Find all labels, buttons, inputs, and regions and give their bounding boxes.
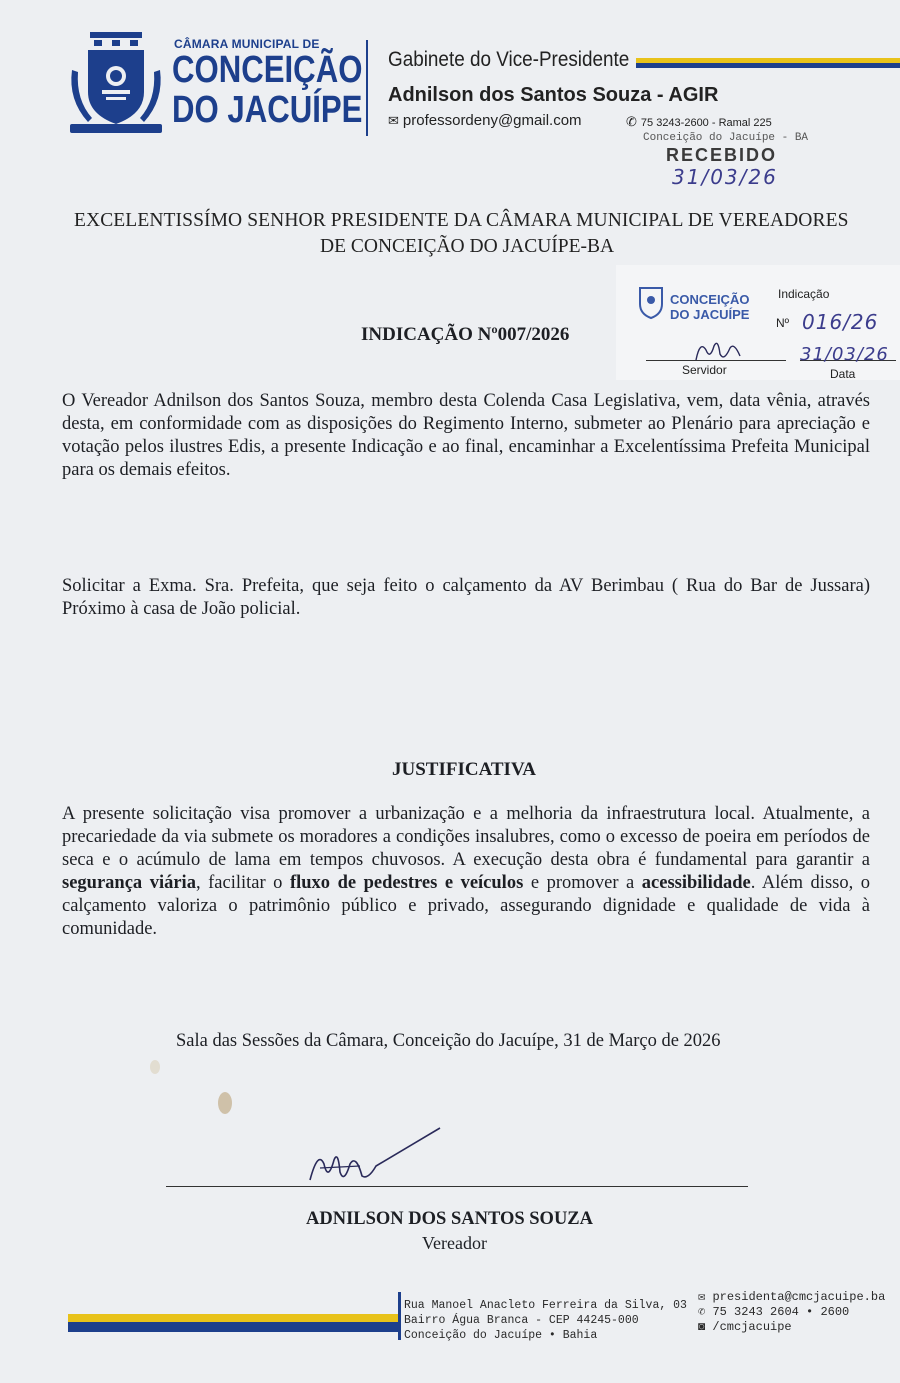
- footer-address-line1: Rua Manoel Anacleto Ferreira da Silva, 03: [404, 1299, 687, 1312]
- document-title: INDICAÇÃO Nº007/2026: [361, 324, 570, 345]
- closing-line: Sala das Sessões da Câmara, Conceição do Jacuípe, 31 de Março de 2026: [176, 1031, 721, 1051]
- org-name-line2: DO JACUÍPE: [172, 89, 363, 131]
- footer-email: presidenta@cmcjacuipe.ba: [712, 1290, 886, 1304]
- header-phone-text: 75 3243-2600 - Ramal 225: [640, 117, 772, 129]
- received-stamp-date: 31/03/26: [672, 165, 778, 189]
- footer-divider: [398, 1292, 401, 1340]
- justification-text-2: , facilitar o: [195, 873, 290, 893]
- footer-address-line3: Conceição do Jacuípe • Bahia: [404, 1329, 598, 1342]
- justification-bold-2: fluxo de pedestres e veículos: [289, 873, 524, 893]
- signer-role: Vereador: [422, 1233, 487, 1253]
- addressee-line1: EXCELENTISSÍMO SENHOR PRESIDENTE DA CÂMARA MUNICIPAL DE VEREADORES: [74, 210, 849, 231]
- received-stamp-town: Conceição do Jacuípe - BA: [643, 132, 809, 144]
- intro-paragraph: O Vereador Adnilson dos Santos Souza, membro desta Colenda Casa Legislativa, vem, data vênia, através desta, em conformidade com as disposições do Regimento Interno, submeter ao Plenário para apreciação e votação pelos ilustres Edis, a presente Indicação e ao final, encaminhar a Excelentíssima Prefeita Municipal para os demais efeitos.: [62, 391, 870, 480]
- protocol-stamp-servidor-label: Servidor: [682, 363, 727, 377]
- protocol-stamp-type: Indicação: [778, 287, 830, 301]
- vice-president-name: Adnilson dos Santos Souza - AGIR: [388, 84, 719, 106]
- footer-stripe: [68, 1314, 398, 1336]
- footer-social-icon: ◙: [698, 1320, 713, 1334]
- header-divider: [366, 40, 368, 136]
- justification-paragraph: [62, 803, 870, 941]
- justification-bold-3: acessibilidade: [641, 873, 751, 893]
- justification-text-1: A presente solicitação visa promover a urbanização e a melhoria da infraestrutura local. Atualmente, a precariedade da via submete os moradores a condições insalubres, como o excesso de poeira em períodos de seca e o acúmulo de lama em tempos chuvosos. A execução desta obra é fundamental para garantir a: [62, 804, 870, 870]
- protocol-stamp-data-label: Data: [830, 367, 856, 381]
- received-stamp-label: RECEBIDO: [666, 145, 778, 165]
- email-icon: ✉: [388, 113, 399, 128]
- request-paragraph: Solicitar a Exma. Sra. Prefeita, que seja feito o calçamento da AV Berimbau ( Rua do Bar de Jussara) Próximo à casa de João policial.: [62, 576, 870, 619]
- crest-icon: [66, 30, 166, 138]
- protocol-stamp-org-line2: DO JACUÍPE: [670, 307, 750, 322]
- protocol-stamp-date: 31/03/26: [800, 344, 889, 365]
- org-name-small: CÂMARA MUNICIPAL DE: [174, 37, 320, 51]
- paper-stain: [218, 1092, 232, 1114]
- header-phone: [626, 114, 772, 130]
- protocol-stamp-org: [670, 292, 749, 322]
- header-email-text: professordeny@gmail.com: [402, 112, 582, 129]
- protocol-stamp-number-prefix: Nº: [776, 316, 790, 330]
- protocol-stamp-org-line1: CONCEIÇÃO: [670, 292, 750, 307]
- footer-address-line2: Bairro Água Branca - CEP 44245-000: [404, 1314, 639, 1327]
- footer-social: /cmcjacuipe: [712, 1320, 792, 1334]
- justification-text-4: . Além disso, o calçamento valoriza o patrimônio público e privado, assegurando dignidade e qualidade de vida à comunidade.: [62, 873, 871, 939]
- header-email: [388, 112, 582, 129]
- servidor-initials-signature: [690, 336, 750, 366]
- justification-bold-1: segurança viária: [62, 873, 196, 893]
- footer-contact: [698, 1290, 885, 1335]
- footer-phone-icon: ✆: [698, 1305, 713, 1319]
- paper-stain-small: [150, 1060, 160, 1074]
- protocol-stamp-number: 016/26: [802, 310, 879, 334]
- signature-line: [166, 1186, 748, 1187]
- header-stripe: [636, 58, 900, 68]
- addressee-line2: DE CONCEIÇÃO DO JACUÍPE-BA: [320, 236, 615, 257]
- footer-address: [404, 1298, 687, 1343]
- org-name-large: [172, 50, 362, 130]
- signer-name: ADNILSON DOS SANTOS SOUZA: [306, 1209, 594, 1229]
- footer-email-icon: ✉: [698, 1290, 713, 1304]
- phone-icon: ✆: [626, 114, 637, 129]
- org-name-line1: CONCEIÇÃO: [172, 49, 363, 91]
- justification-text-3: e promover a: [523, 873, 642, 893]
- office-title: Gabinete do Vice-Presidente: [388, 48, 630, 71]
- signature: [290, 1120, 460, 1200]
- justification-title: JUSTIFICATIVA: [392, 759, 536, 780]
- footer-phone: 75 3243 2604 • 2600: [712, 1305, 850, 1319]
- stamp-crest-icon: [636, 284, 666, 320]
